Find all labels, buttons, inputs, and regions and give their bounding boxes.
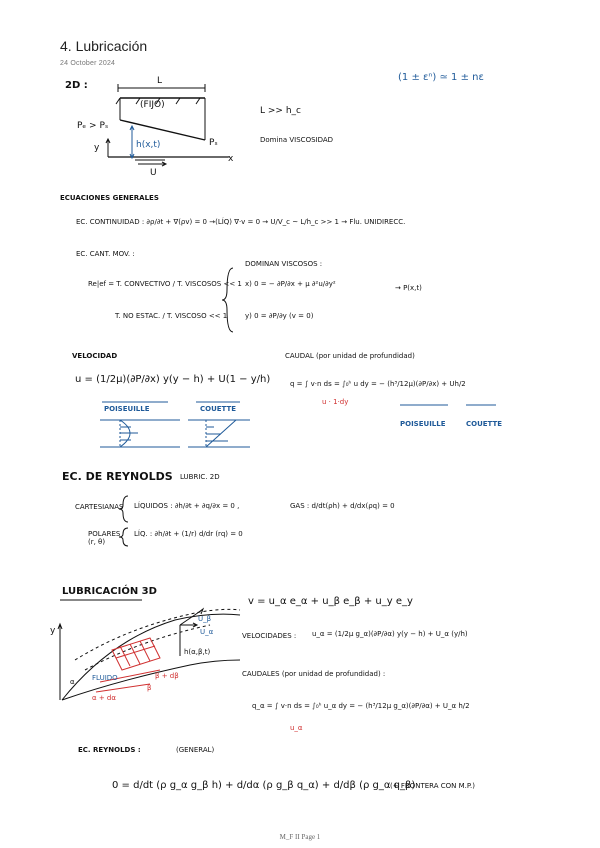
lubrication3d-heading: LUBRICACIÓN 3D: [62, 586, 157, 597]
alpha-d-label: α + dα: [92, 694, 116, 702]
velocity-heading: VELOCIDAD: [72, 352, 118, 360]
eq-x: x) 0 = − ∂P/∂x + μ ∂²u/∂y²: [245, 280, 336, 288]
top-formula: (1 ± εⁿ) ≃ 1 ± nε: [398, 72, 484, 83]
u-alpha-label: U_α: [200, 628, 214, 636]
velocities-label: VELOCIDADES :: [242, 632, 297, 640]
non-stationary: T. NO ESTAC. / T. VISCOSO << 1: [115, 312, 228, 320]
reynolds-general-tag: (GENERAL): [176, 746, 215, 754]
re-eff: Re|ef = T. CONVECTIVO / T. VISCOSOS << 1: [88, 280, 242, 288]
pressure-condition: Pₑ > Pₛ: [77, 121, 109, 131]
couette-label: COUETTE: [200, 405, 237, 413]
y-axis-3d: y: [50, 626, 56, 636]
flows-label: CAUDALES (por unidad de profundidad) :: [242, 670, 386, 678]
flow-heading: CAUDAL (por unidad de profundidad): [285, 352, 415, 360]
alpha-label: α: [70, 678, 75, 686]
page-date: 24 October 2024: [60, 60, 116, 67]
fixed-label: (FIJO): [140, 100, 165, 110]
bearing-2d-sketch: [106, 84, 230, 166]
liquids-eq: LÍQUIDOS : ∂h/∂t + ∂q/∂x = 0 ,: [134, 502, 240, 510]
surface-label: h(α,β,t): [184, 648, 211, 656]
flow3d-formula: q_α = ∫ v·n ds = ∫₀ʰ u_α dy = − (h³/12μ g_α)(∂P/∂α) + U_α h/2: [252, 702, 470, 710]
reynolds-general-heading: EC. REYNOLDS :: [78, 746, 141, 754]
velocity3d-formula: u_α = (1/2μ g_α)(∂P/∂α) y(y − h) + U_α (y/h): [312, 630, 468, 638]
u-beta-label: U_β: [198, 615, 212, 623]
pressure-result: → P(x,t): [395, 284, 422, 292]
label-2d: 2D :: [65, 80, 88, 91]
viscous-domain: Domina VISCOSIDAD: [260, 136, 334, 144]
flow-formula: q = ∫ v·n ds = ∫₀ʰ u dy = − (h³/12μ)(∂P/∂x) + Uh/2: [290, 380, 466, 388]
reynolds-general-eq: 0 = d/dt (ρ g_α g_β h) + d/dα (ρ g_β q_α) + d/dβ (ρ g_α q_β): [112, 780, 416, 791]
continuity-eq: EC. CONTINUIDAD : ∂ρ/∂t + ∇(ρv) = 0 →(LÍQ) ∇·v = 0 → U/V_c ~ L/h_c >> 1 → Flu. UNIDIRECC.: [76, 218, 406, 226]
page-footer: M_F II Page 1: [279, 833, 321, 841]
reynolds-lubric: LUBRIC. 2D: [180, 473, 220, 481]
eq-y: y) 0 = ∂P/∂y (v = 0): [245, 312, 314, 320]
velocity-label: U: [150, 168, 157, 178]
momentum-heading: EC. CANT. MOV. :: [76, 250, 135, 258]
poiseuille-label: POISEUILLE: [104, 405, 150, 413]
ps-label: Pₛ: [209, 138, 218, 148]
velocity-profile-sketches: [100, 420, 250, 447]
couette-label-2: COUETTE: [466, 420, 503, 428]
x-axis-label: x: [228, 154, 234, 164]
beta-d-label: β + dβ: [155, 672, 179, 680]
beta-label: β: [147, 684, 152, 692]
fluid-label: FLUIDO: [92, 674, 118, 682]
length-label: L: [157, 76, 163, 86]
velocity-formula: u = (1/2μ)(∂P/∂x) y(y − h) + U(1 − y/h): [75, 374, 271, 385]
flow3d-note: u_α: [290, 724, 303, 732]
general-eqs-heading: ECUACIONES GENERALES: [60, 194, 159, 202]
boundary-note: (+ FRONTERA CON M.P.): [390, 782, 475, 790]
y-axis-label: y: [94, 143, 100, 153]
poiseuille-label-2: POISEUILLE: [400, 420, 446, 428]
polar-label: POLARES (r, θ): [88, 530, 121, 546]
velocity-vector: v = u_α e_α + u_β e_β + u_y e_y: [248, 596, 413, 607]
page-title: 4. Lubricación: [60, 38, 148, 54]
reynolds-heading: EC. DE REYNOLDS: [62, 470, 173, 483]
gas-eq: GAS : d/dt(ρh) + d/dx(ρq) = 0: [290, 502, 395, 510]
height-label: h(x,t): [136, 140, 161, 150]
flow-note: u · 1·dy: [322, 398, 349, 406]
scale-condition: L >> h_c: [260, 106, 301, 116]
viscous-heading: DOMINAN VISCOSOS :: [245, 260, 323, 268]
cartesian-label: CARTESIANAS: [75, 503, 124, 511]
polar-eq: LÍQ. : ∂h/∂t + (1/r) d/dr (rq) = 0: [134, 530, 243, 538]
